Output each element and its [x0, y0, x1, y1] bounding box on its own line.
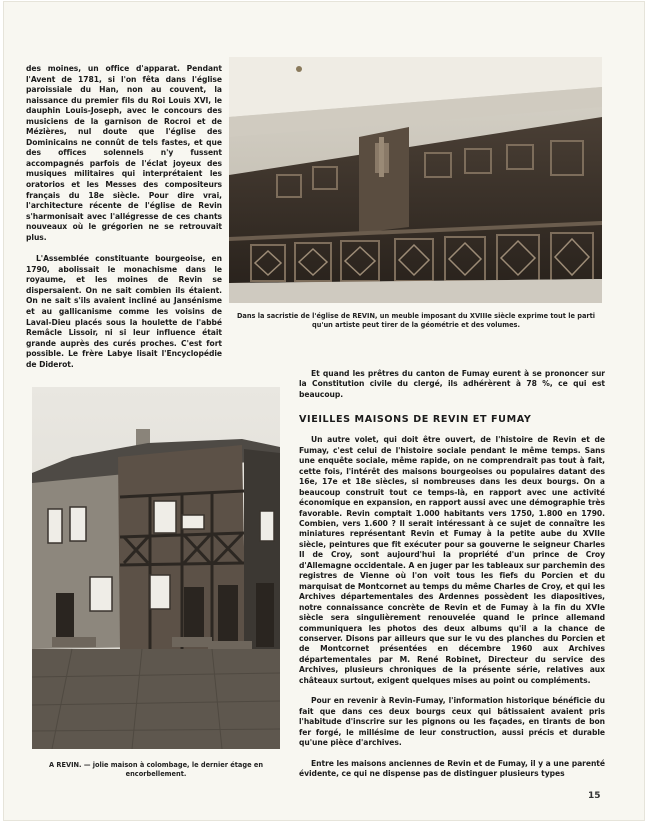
- left-column-text: [26, 64, 222, 370]
- section-title: VIEILLES MAISONS DE REVIN ET FUMAY: [299, 414, 532, 426]
- sacristy-furniture-photo: [229, 57, 602, 303]
- intro-paragraph: Et quand les prêtres du canton de Fumay eurent à se prononcer sur la Constitution civile du clergé, ils adhérèrent à 78 %, ce qui est beaucoup.: [299, 369, 605, 399]
- right-paragraph-3: Entre les maisons anciennes de Revin et de Fumay, il y a une parenté évidente, ce qui ne dispense pas de distinguer plusieurs types: [299, 758, 605, 778]
- left-paragraph-1: des moines, un office d'apparat. Pendant l'Avent de 1781, si l'on fêta dans l'église paroissiale du Han, non au couvent, la naissance du premier fils du Roi Louis XVI, le dauphin Louis-Joseph, avec le concours des musiciens de la garnison de Rocroi et de Mézières, nul doute que l'église des Dominicains ne connût de tels fastes, et que des offices solennels n'y fussent accompagnés parfois de l'éclat joyeux des musiques militaires qui interprétaient les oratorios et les Messes des compositeurs français du 18e siècle. Pour dire vrai, l'architecture récente de l'église de Revin s'harmonisait avec l'allégresse de ces chants nouveaux où le grégorien ne se retrouvait plus.: [26, 64, 222, 242]
- page-number: 15: [588, 791, 601, 801]
- right-paragraph-1: Un autre volet, qui doit être ouvert, de l'histoire de Revin et de Fumay, c'est celui de l'histoire sociale pendant le même temps. Sans une enquête sociale, même rapide, on ne comprendrait pas tout à fait, cette fois, l'intérêt des maisons bourgeoises ou populaires datant des 16e, 17e et 18e siècles, si nombreuses dans les deux bourgs. On a beaucoup construit tout ce temps-là, en rapport avec une activité économique en expansion, en rapport aussi avec une démographie très favorable. Revin comptait 1.000 habitants vers 1750, 1.800 en 1790. Combien, vers 1.600 ? Il serait intéressant à ce sujet de connaître les miniatures représentant Revin et Fumay à la petite aube du XVIIe siècle, peintures que fit exécuter pour sa gouverne le seigneur Charles II de Croy, sont aujourd'hui la propriété d'un prince de Croy d'Allemagne occidentale. A en juger par les tableaux sur parchemin des registres de Vienne où l'on voit tous les fiefs du Porcien et du marquisat de Montcornet au temps du même Charles de Croy, et qui les Archives départementales des Ardennes possèdent les diapositives, notre connaissance concrète de Revin et de Fumay à la fin du XVIe siècle sera singulièrement renouvelée quand le prince allemand communiquera les photos des deux albums qu'il a la chance de conserver. Disons par ailleurs que sur le vu des planches du Porcien et de Montcornet présentées en décembre 1960 aux Archives départementales par M. René Robinet, Directeur du service des Archives, plusieurs chroniques de la présente série, relatives aux châteaux surtout, exigent quelques mises au point ou compléments.: [299, 435, 605, 685]
- half-timbered-house-photo: [32, 387, 280, 749]
- right-paragraph-2: Pour en revenir à Revin-Fumay, l'information historique bénéficie du fait que dans ces deux bourgs ceux qui bâtissaient avaient pris l'habitude d'inscrire sur les pignons ou les façades, en tirants de bon fer forgé, le millésime de leur construction, aussi précis et durable qu'une pièce d'archives.: [299, 696, 605, 748]
- sacristy-photo-caption: Dans la sacristie de l'église de REVIN, un meuble imposant du XVIIIe siècle exprime tout le parti qu'un artiste peut tirer de la géométrie et des volumes.: [236, 312, 596, 329]
- right-column-text: [299, 369, 605, 779]
- house-photo-caption: A REVIN. — jolie maison à colombage, le dernier étage en encorbellement.: [48, 761, 264, 778]
- magazine-page: [4, 2, 644, 820]
- left-paragraph-2: L'Assemblée constituante bourgeoise, en 1790, abolissait le monachisme dans le royaume, et les moines de Revin se dispersaient. On ne sait combien ils étaient. On ne sait s'ils avaient incliné au Jansénisme et au gallicanisme comme les voisins de Laval-Dieu placés sous la houlette de l'abbé Remâcle Lissoir, ni si leur influence était grande auprès des curés proches. C'est fort possible. Le frère Labye lisait l'Encyclopédie de Diderot.: [26, 254, 222, 369]
